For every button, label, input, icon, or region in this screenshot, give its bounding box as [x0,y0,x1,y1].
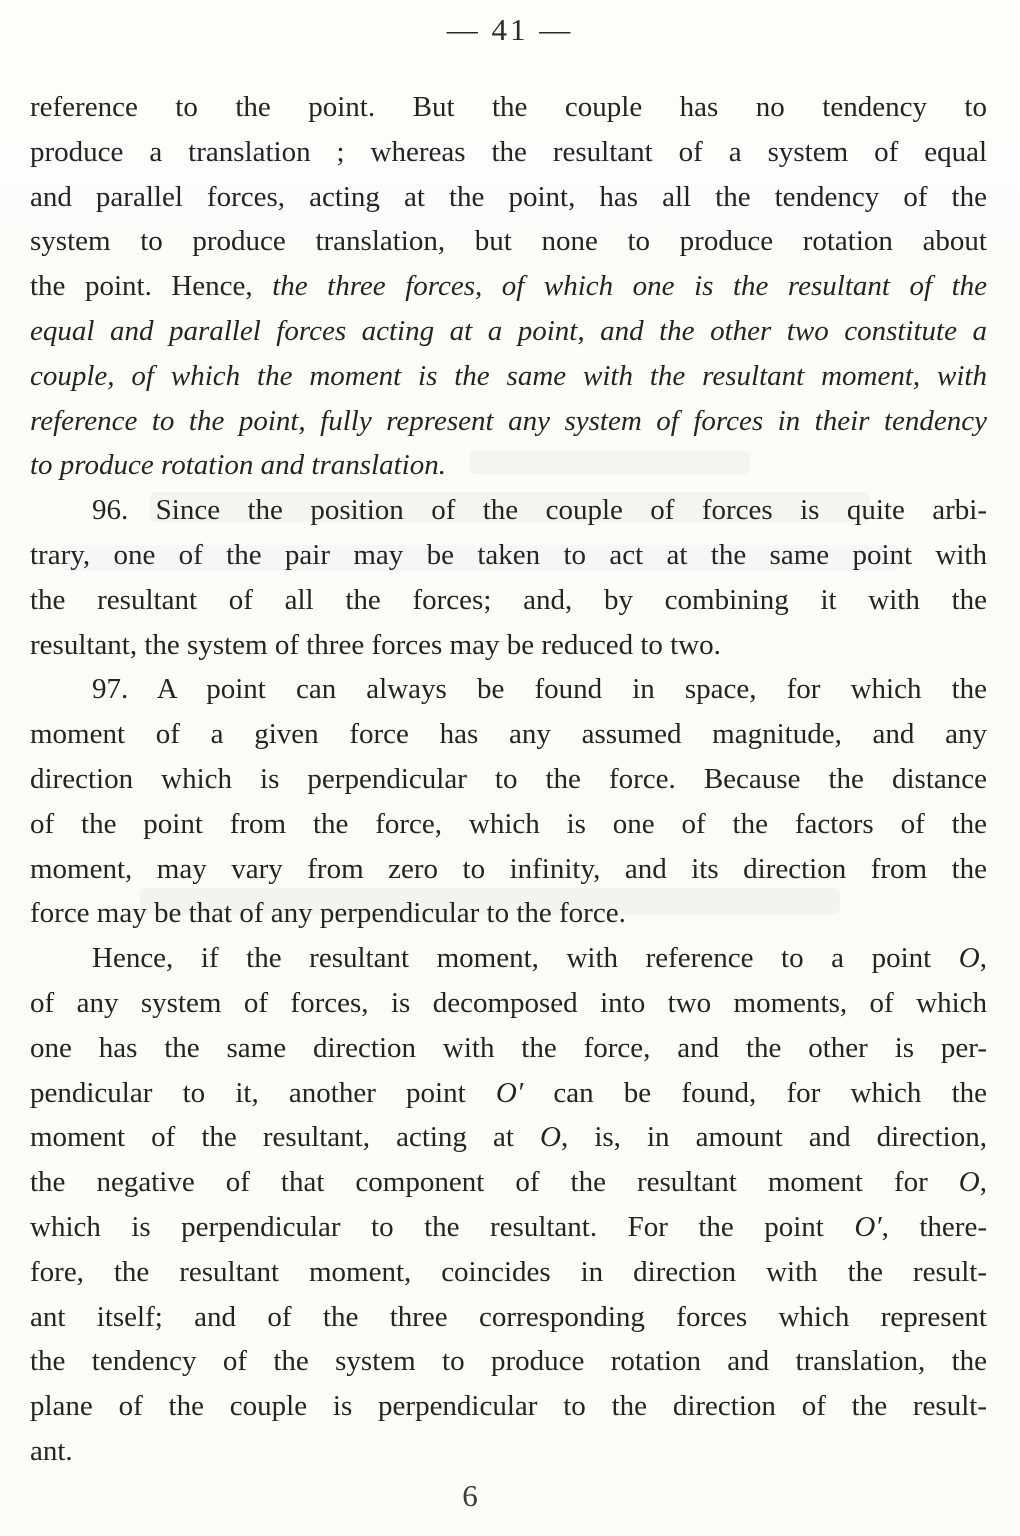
text-run: moment of the resultant, acting at [30,1121,541,1154]
text-run: moment, may vary from zero to infinity, and its direction from the [30,852,987,885]
text-line [30,1205,987,1250]
text-line [30,712,987,757]
text-run: moment of a given force has any assumed magnitude, and any [30,718,987,751]
text-line [30,1160,987,1205]
text-line [30,219,987,264]
text-run: Hence, if the resultant moment, with reference to a point [92,942,959,975]
text-line [30,1026,987,1071]
text-line [30,1429,987,1474]
text-line [30,533,987,578]
text-run: pendicular to it, another point [30,1076,496,1109]
italic-text-run: O′ [854,1210,882,1243]
text-line [30,488,987,533]
text-run: , [979,1166,987,1199]
text-run: direction which is perpendicular to the force. Because the distance [30,762,987,795]
text-run: reference to the point. But the couple has no tendency to [30,91,987,123]
page-body [30,85,987,1474]
text-line [30,264,987,309]
text-line [30,1295,987,1340]
text-line [30,175,987,220]
text-run: which is perpendicular to the resultant. For the point [30,1210,855,1243]
text-line [30,1339,987,1384]
italic-text-run: O [958,1166,980,1199]
text-line [30,847,987,892]
italic-text-run: reference to the point, fully represent any system of forces in their tendency [30,404,987,437]
text-line [30,399,987,444]
text-run: 96. Since the position of the couple of forces is quite arbi- [92,494,987,527]
text-line [30,936,987,981]
italic-text-run: couple, of which the moment is the same with the resultant moment, with [30,359,987,392]
text-run: , is, in amount and direction, [560,1121,987,1154]
text-line [30,309,987,354]
italic-text-run: the three forces, of which one is the resultant of the [272,270,987,303]
text-run: system to produce translation, but none to produce rotation about [30,225,987,258]
text-run: the point. Hence, [30,270,273,303]
italic-text-run: equal and parallel forces acting at a point, and the other two constitute a [30,314,987,347]
text-run: of the point from the force, which is one of the factors of the [30,807,987,840]
text-run: produce a translation ; whereas the resultant of a system of equal [30,135,987,168]
text-line [30,578,987,623]
text-line [30,667,987,712]
italic-text-run: O [540,1121,561,1154]
text-line [30,981,987,1026]
text-line [30,354,987,399]
text-run: one has the same direction with the force, and the other is per- [30,1031,987,1064]
italic-text-run: O [958,942,980,975]
text-run: the tendency of the system to produce rotation and translation, the [30,1345,987,1378]
text-line [30,623,987,668]
text-run: plane of the couple is perpendicular to the direction of the result- [30,1390,987,1423]
text-run: resultant, the system of three forces may be reduced to two. [30,628,721,661]
text-line [30,85,987,130]
text-run: , [979,942,987,975]
italic-text-run: to produce rotation and translation. [30,449,446,482]
text-line [30,1115,987,1160]
text-run: ant itself; and of the three corresponding forces which represent [30,1300,987,1333]
text-run: 97. A point can always be found in space, for which the [92,673,987,706]
text-run: the negative of that component of the resultant moment for [30,1166,959,1199]
text-run: force may be that of any perpendicular to the force. [30,897,626,930]
text-line [30,1250,987,1295]
text-run: fore, the resultant moment, coincides in direction with the result- [30,1255,987,1288]
text-run: of any system of forces, is decomposed into two moments, of which [30,986,987,1019]
text-line [30,1384,987,1429]
text-line [30,130,987,175]
signature-number: 6 [462,1478,478,1513]
text-run: ant. [30,1434,73,1467]
text-run: the resultant of all the forces; and, by combining it with the [30,583,987,616]
text-run: and parallel forces, acting at the point, has all the tendency of the [30,180,987,213]
text-line [30,1071,987,1116]
text-run: trary, one of the pair may be taken to act at the same point with [30,538,987,571]
text-line [30,757,987,802]
text-line [30,443,987,488]
text-line [30,891,987,936]
text-run: , there- [881,1210,987,1243]
text-line [30,802,987,847]
text-run: can be found, for which the [523,1076,987,1109]
italic-text-run: O′ [495,1076,524,1109]
page-number-header: — 41 — [446,12,574,47]
